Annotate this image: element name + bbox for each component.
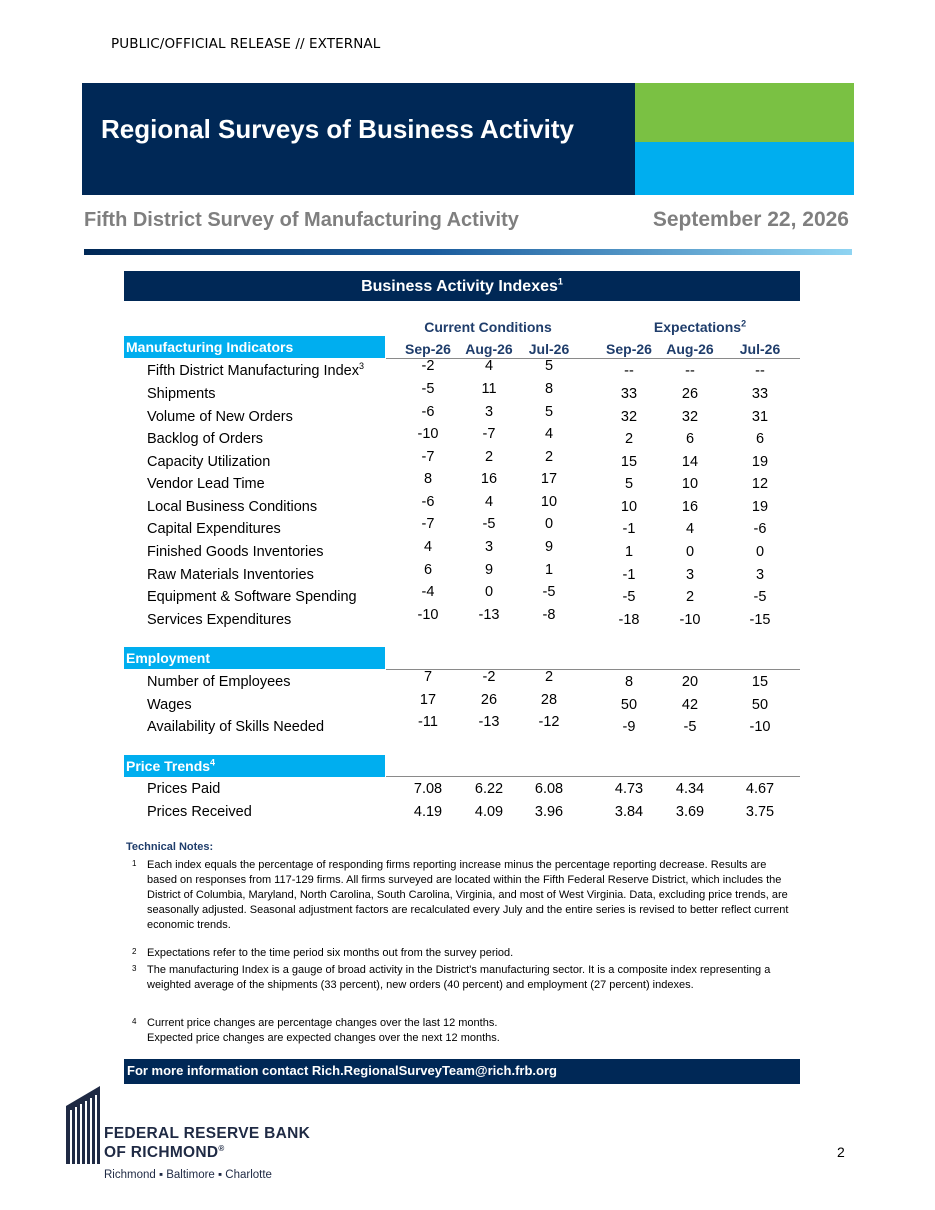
table-title-text: Business Activity Indexes [361,278,558,295]
expectation-value-cell: 3 [685,567,695,583]
expectation-value-cell: 4.67 [745,781,775,797]
expectation-value-cell: 15 [751,674,769,690]
current-value-cell: -10 [417,607,439,623]
expectations-heading [610,319,790,335]
expectation-value-cell: -1 [622,521,636,537]
row-label [147,674,290,690]
federal-reserve-logo-icon [66,1086,100,1164]
row-label-text: Wages [147,697,192,713]
current-value-cell: 0 [484,584,494,600]
expectation-value-cell: -10 [679,612,701,628]
current-conditions-label: Current Conditions [424,319,552,335]
column-header: Aug-26 [465,341,513,357]
row-label [147,804,252,820]
expectation-value-cell: 50 [620,697,638,713]
expectation-value-cell: 10 [620,499,638,515]
expectation-value-cell: -10 [749,719,771,735]
current-value-cell: 8 [544,381,554,397]
current-value-cell: 3 [484,404,494,420]
note-number: 2 [132,947,137,956]
expectation-value-cell: -- [624,363,634,379]
row-label-text: Fifth District Manufacturing Index [147,363,359,379]
column-header: Sep-26 [606,341,652,357]
current-value-cell: 3.96 [534,804,564,820]
technical-notes-title: Technical Notes: [126,841,214,853]
current-value-cell: -7 [421,516,435,532]
expectation-value-cell: -1 [622,567,636,583]
current-value-cell: -5 [482,516,496,532]
current-conditions-heading [398,319,578,335]
expectation-value-cell: 32 [620,409,638,425]
expectation-value-cell: -5 [753,589,767,605]
column-header: Jul-26 [528,341,570,357]
current-value-cell: 4.09 [474,804,504,820]
note-text [147,963,795,993]
expectation-value-cell: 6 [685,431,695,447]
note-text [147,946,795,961]
expectation-value-cell: 2 [685,589,695,605]
expectation-value-cell: -5 [683,719,697,735]
current-value-cell: -7 [482,426,496,442]
note-text-line: Expectations refer to the time period six months out from the survey period. [147,947,514,959]
row-label [147,697,192,713]
current-value-cell: 26 [480,692,498,708]
expectation-value-cell: 32 [681,409,699,425]
row-label [147,719,324,735]
row-label [147,589,357,605]
row-label-text: Finished Goods Inventories [147,544,324,560]
current-value-cell: 4 [484,358,494,374]
current-value-cell: 28 [540,692,558,708]
row-label [147,781,220,797]
current-value-cell: -10 [417,426,439,442]
table-title-footnote: 1 [557,276,563,287]
note-text [147,858,795,933]
row-label [147,386,216,402]
expectation-value-cell: 19 [751,499,769,515]
current-value-cell: 0 [544,516,554,532]
current-value-cell: -2 [482,669,496,685]
expectation-value-cell: 20 [681,674,699,690]
current-value-cell: 4 [423,539,433,555]
current-value-cell: 4.19 [413,804,443,820]
row-label-text: Raw Materials Inventories [147,567,314,583]
banner-cyan-block [635,142,854,195]
note-text [147,1016,795,1046]
current-value-cell: 17 [419,692,437,708]
expectation-value-cell: 8 [624,674,634,690]
expectation-value-cell: 1 [624,544,634,560]
section-heading-footnote: 4 [210,757,216,768]
row-label-text: Availability of Skills Needed [147,719,325,735]
expectations-footnote: 2 [741,318,747,329]
current-value-cell: 4 [544,426,554,442]
current-value-cell: 2 [544,669,554,685]
current-value-cell: -12 [538,714,560,730]
release-date: September 22, 2026 [652,208,849,231]
current-value-cell: 6 [423,562,433,578]
section-heading [124,647,385,669]
expectation-value-cell: 50 [751,697,769,713]
row-label-text: Vendor Lead Time [147,476,265,492]
logo-text-line1: FEDERAL RESERVE BANK [104,1125,311,1142]
current-value-cell: 2 [484,449,494,465]
current-value-cell: 9 [484,562,494,578]
logo-registered-mark: ® [218,1144,225,1153]
expectation-value-cell: 33 [620,386,638,402]
classification-label: PUBLIC/OFFICIAL RELEASE // EXTERNAL [111,36,381,52]
expectation-value-cell: 33 [751,386,769,402]
logo-text-line2 [104,1144,225,1162]
contact-text: For more information contact Rich.RegionalSurveyTeam@rich.frb.org [127,1063,557,1078]
section-heading-label: Price Trends [126,758,211,774]
current-value-cell: 10 [540,494,558,510]
note-number: 3 [132,964,137,973]
expectation-value-cell: 3.84 [614,804,644,820]
row-label-text: Capital Expenditures [147,521,281,537]
row-label-text: Prices Paid [147,781,221,797]
banner-title: Regional Surveys of Business Activity [101,114,574,144]
expectations-label: Expectations [653,319,742,335]
survey-subtitle: Fifth District Survey of Manufacturing Activity [84,209,519,231]
note-text-line: The manufacturing Index is a gauge of broad activity in the District's manufacturing sector. It is a composite index representing a weighted average of the shipments (33 percent), new orders (40 percent) and employment (27 percent) indexes. [147,964,771,991]
column-header: Sep-26 [405,341,451,357]
expectation-value-cell: 19 [751,454,769,470]
row-label-text: Volume of New Orders [147,409,293,425]
row-label-text: Prices Received [147,804,252,820]
expectation-value-cell: 0 [685,544,695,560]
page-number: 2 [837,1144,845,1160]
current-value-cell: -6 [421,404,435,420]
row-label-text: Backlog of Orders [147,431,264,447]
expectation-value-cell: 12 [751,476,769,492]
current-value-cell: 16 [480,471,498,487]
current-value-cell: 4 [484,494,494,510]
expectation-value-cell: 15 [620,454,638,470]
row-label-text: Local Business Conditions [147,499,318,515]
row-label [147,521,281,537]
current-value-cell: 3 [484,539,494,555]
expectation-value-cell: -5 [622,589,636,605]
table-title [124,271,800,301]
section-heading-label: Manufacturing Indicators [126,339,294,355]
section-heading [124,755,385,777]
row-label [147,431,263,447]
expectation-value-cell: 26 [681,386,699,402]
current-value-cell: 7 [423,669,433,685]
expectation-value-cell: -15 [749,612,771,628]
current-value-cell: 11 [481,381,497,397]
current-value-cell: 8 [423,471,433,487]
row-label-text: Equipment & Software Spending [147,589,357,605]
current-value-cell: -6 [421,494,435,510]
expectation-value-cell: 0 [755,544,765,560]
expectation-value-cell: 4 [685,521,695,537]
current-value-cell: 6.22 [474,781,504,797]
logo-cities: Richmond ▪ Baltimore ▪ Charlotte [104,1169,272,1181]
expectation-value-cell: 14 [681,454,699,470]
expectation-value-cell: -6 [753,521,767,537]
current-value-cell: 6.08 [534,781,564,797]
section-heading-label: Employment [126,650,211,666]
expectation-value-cell: -- [685,363,695,379]
row-label [147,612,291,628]
logo-text-line2-label: OF RICHMOND [104,1144,219,1162]
current-value-cell: 5 [544,404,554,420]
row-label [147,499,317,515]
expectation-value-cell: 3.69 [675,804,705,820]
expectation-value-cell: 4.73 [614,781,644,797]
note-number: 1 [132,859,137,868]
expectation-value-cell: -- [755,363,765,379]
banner-green-block [635,83,854,142]
row-label [147,567,314,583]
section-heading [124,336,385,358]
current-value-cell: -5 [421,381,435,397]
header-divider [84,249,852,255]
expectation-value-cell: 10 [681,476,699,492]
row-label-text: Services Expenditures [147,612,292,628]
expectation-value-cell: 31 [751,409,769,425]
current-value-cell: 17 [540,471,558,487]
current-value-cell: -8 [542,607,556,623]
row-label [147,363,364,379]
current-value-cell: -4 [421,584,435,600]
row-label [147,544,324,560]
row-label-text: Shipments [147,386,216,402]
current-value-cell: -13 [478,607,500,623]
expectation-value-cell: 42 [681,697,699,713]
current-value-cell: 5 [544,358,554,374]
current-value-cell: -2 [421,358,435,374]
row-label-text: Number of Employees [147,674,291,690]
current-value-cell: -11 [418,714,438,730]
expectation-value-cell: -18 [618,612,640,628]
expectation-value-cell: 2 [624,431,634,447]
note-text-line: Expected price changes are expected changes over the next 12 months. [147,1032,500,1044]
row-label [147,409,293,425]
column-header: Aug-26 [666,341,714,357]
expectation-value-cell: -9 [622,719,636,735]
expectation-value-cell: 6 [755,431,765,447]
current-value-cell: 7.08 [413,781,443,797]
current-value-cell: -7 [421,449,435,465]
note-text-line: Current price changes are percentage changes over the last 12 months. [147,1017,498,1029]
row-label [147,454,270,470]
note-number: 4 [132,1017,137,1026]
current-value-cell: 9 [544,539,554,555]
expectation-value-cell: 4.34 [675,781,705,797]
expectation-value-cell: 3.75 [745,804,775,820]
contact-bar [124,1059,800,1084]
column-header: Jul-26 [739,341,781,357]
current-value-cell: -13 [478,714,500,730]
current-value-cell: 2 [544,449,554,465]
current-value-cell: -5 [542,584,556,600]
note-text-line: Each index equals the percentage of responding firms reporting increase minus the percentage reporting decrease. Results are based on responses from 117-129 firms. All firms surveyed are located within the Fifth Federal Reserve District, which includes the District of Columbia, Maryland, North Carolina, South Carolina, Virginia, and most of West Virginia. Data, excluding price trends, are seasonally adjusted. Seasonal adjustment factors are recalculated every July and the entire series is revised to better reflect current economic trends. [147,859,789,931]
row-label-footnote: 3 [358,361,364,372]
expectation-value-cell: 5 [624,476,634,492]
expectation-value-cell: 3 [755,567,765,583]
current-value-cell: 1 [544,562,554,578]
section-rule [386,776,800,777]
expectation-value-cell: 16 [681,499,699,515]
row-label-text: Capacity Utilization [147,454,271,470]
row-label [147,476,265,492]
